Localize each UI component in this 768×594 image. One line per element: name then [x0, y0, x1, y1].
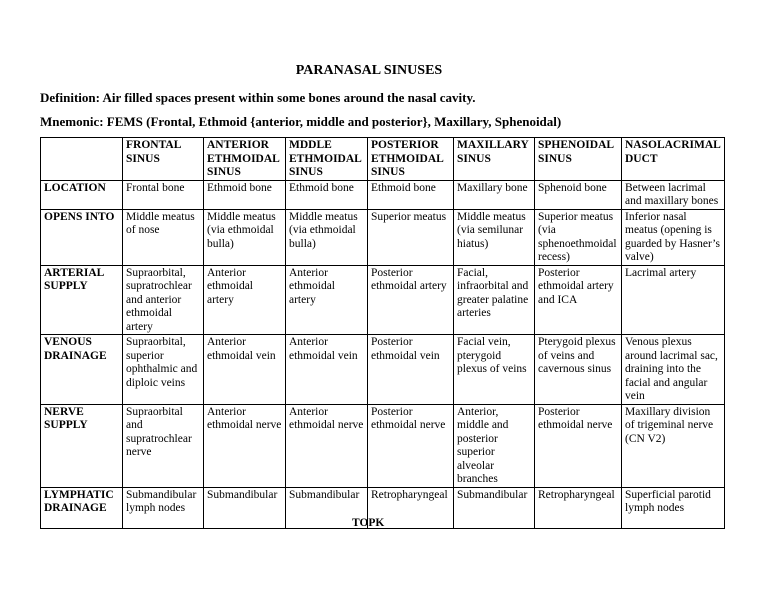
table-cell: Posterior ethmoidal artery [368, 265, 454, 335]
table-cell: Lacrimal artery [622, 265, 725, 335]
table-cell: Between lacrimal and maxillary bones [622, 180, 725, 209]
table-row [41, 180, 725, 209]
table-cell: Superficial parotid lymph nodes [622, 487, 725, 528]
table-row [41, 209, 725, 265]
table-cell: Submandibular [286, 487, 368, 528]
table-row [41, 335, 725, 405]
table-header-row [41, 138, 725, 181]
table-cell: Ethmoid bone [286, 180, 368, 209]
sinuses-table [40, 137, 725, 529]
row-label: NERVE SUPPLY [41, 404, 123, 487]
column-header: ANTERIOR ETHMOIDAL SINUS [204, 138, 286, 181]
table-cell: Venous plexus around lacrimal sac, draining into the facial and angular vein [622, 335, 725, 405]
column-header: MDDLE ETHMOIDAL SINUS [286, 138, 368, 181]
table-cell: Anterior ethmoidal artery [204, 265, 286, 335]
table-cell: Middle meatus (via ethmoidal bulla) [204, 209, 286, 265]
table-cell: Middle meatus (via semilunar hiatus) [454, 209, 535, 265]
table-cell: Anterior ethmoidal artery [286, 265, 368, 335]
column-header: FRONTAL SINUS [123, 138, 204, 181]
row-label: VENOUS DRAINAGE [41, 335, 123, 405]
table-cell: Submandibular [454, 487, 535, 528]
column-header [41, 138, 123, 181]
table-cell: Retropharyngeal [368, 487, 454, 528]
table-cell: Supraorbital, supratrochlear and anterior ethmoidal artery [123, 265, 204, 335]
table-cell: Posterior ethmoidal vein [368, 335, 454, 405]
table-cell: Anterior ethmoidal vein [204, 335, 286, 405]
column-header: NASOLACRIMAL DUCT [622, 138, 725, 181]
table-cell: Posterior ethmoidal nerve [368, 404, 454, 487]
table-cell: Inferior nasal meatus (opening is guarded by Hasner’s valve) [622, 209, 725, 265]
table-cell: Retropharyngeal [535, 487, 622, 528]
table-cell: Anterior, middle and posterior superior alveolar branches [454, 404, 535, 487]
table-cell: Middle meatus of nose [123, 209, 204, 265]
footer-text: TOPK [352, 517, 385, 529]
table-row [41, 404, 725, 487]
table-cell: Maxillary bone [454, 180, 535, 209]
row-label: ARTERIAL SUPPLY [41, 265, 123, 335]
table-cell: Submandibular [204, 487, 286, 528]
table-cell: Anterior ethmoidal vein [286, 335, 368, 405]
table-cell: Facial, infraorbital and greater palatine arteries [454, 265, 535, 335]
table-cell: Anterior ethmoidal nerve [286, 404, 368, 487]
table-cell: Frontal bone [123, 180, 204, 209]
column-header: POSTERIOR ETHMOIDAL SINUS [368, 138, 454, 181]
table-cell: Pterygoid plexus of veins and cavernous sinus [535, 335, 622, 405]
table-cell: Sphenoid bone [535, 180, 622, 209]
column-header: MAXILLARY SINUS [454, 138, 535, 181]
table-cell: Posterior ethmoidal artery and ICA [535, 265, 622, 335]
table-row [41, 265, 725, 335]
table-cell: Superior meatus [368, 209, 454, 265]
page-title: PARANASAL SINUSES [295, 63, 443, 78]
row-label: LYMPHATIC DRAINAGE [41, 487, 123, 528]
table-cell: Facial vein, pterygoid plexus of veins [454, 335, 535, 405]
table-cell: Anterior ethmoidal nerve [204, 404, 286, 487]
mnemonic-text: Mnemonic: FEMS (Frontal, Ethmoid {anterior, middle and posterior}, Maxillary, Sphenoidal) [40, 114, 562, 129]
column-header: SPHENOIDAL SINUS [535, 138, 622, 181]
table-cell: Supraorbital, superior ophthalmic and diploic veins [123, 335, 204, 405]
table-cell: Submandibular lymph nodes [123, 487, 204, 528]
table-cell: Maxillary division of trigeminal nerve (CN V2) [622, 404, 725, 487]
row-label: LOCATION [41, 180, 123, 209]
table-cell: Superior meatus (via sphenoethmoidal recess) [535, 209, 622, 265]
table-cell: Middle meatus (via ethmoidal bulla) [286, 209, 368, 265]
table-cell: Ethmoid bone [368, 180, 454, 209]
row-label: OPENS INTO [41, 209, 123, 265]
definition-text: Definition: Air filled spaces present within some bones around the nasal cavity. [40, 90, 476, 105]
table-cell: Posterior ethmoidal nerve [535, 404, 622, 487]
table-cell: Ethmoid bone [204, 180, 286, 209]
table-cell: Supraorbital and supratrochlear nerve [123, 404, 204, 487]
